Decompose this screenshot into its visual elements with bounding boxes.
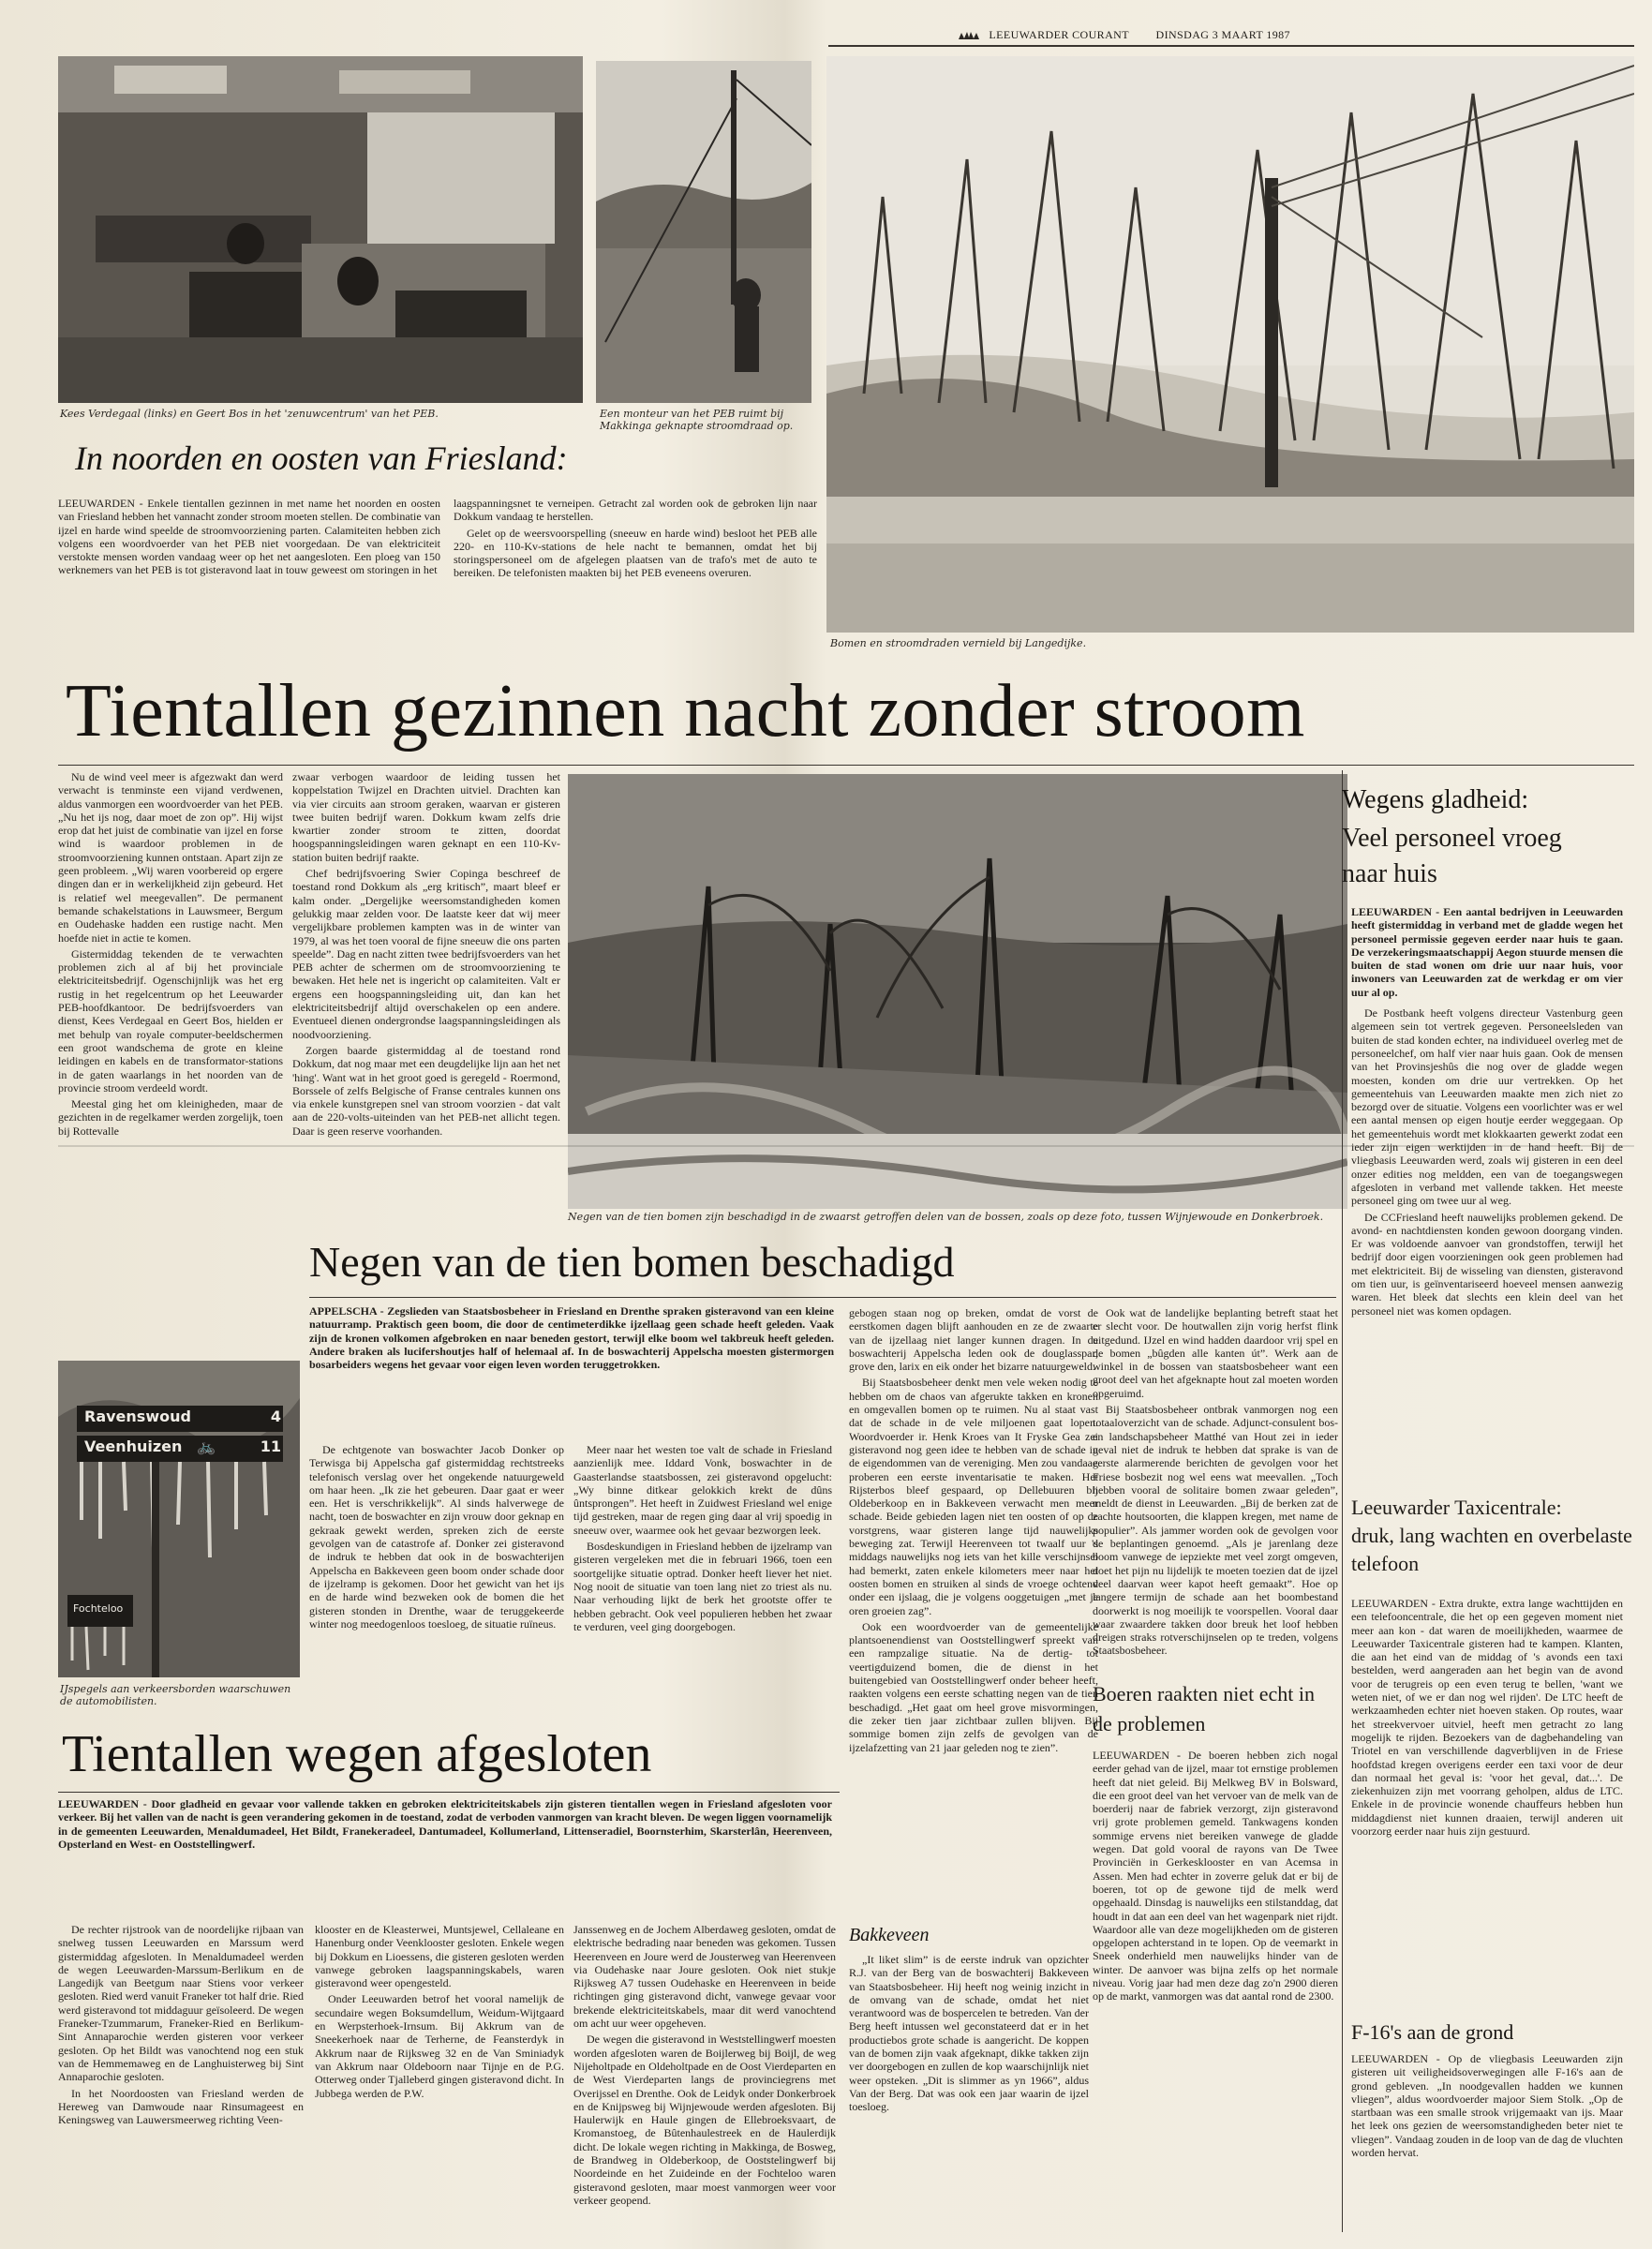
sidebar1-p1: De Postbank heeft volgens directeur Vastenburg geen algemeen sein tot vertrek gegeven. Personeelsleden van buiten de stad konden echter, na individueel overleg met de personeelchef, om half vier naar huis gaan. Ook de mensen van het Provinsjeshûs die nog over de gladde wegen moesten, konden om drie uur vertrekken. Op het gemeentehuis van Leeuwarden maakte men zich niet zo bezorgd over de situatie. Volgens een voorlichter was er wel een aantal mensen op eigen houtje eerder weggegaan. Op het gemeentehuis wordt met klokkaarten gewerkt zodat een ieder zijn eigen werktijden in de hand heeft. Bij de vliegbasis Leeuwarden werd, zoals wij gisteren in een deel onzer edities nog meldden, een van de toegangswegen afgesloten in verband met vallende takken. Het meeste personeel ging om twee uur al weg.	[1351, 1006, 1623, 1208]
photo-signs	[58, 1361, 300, 1677]
bicycle-icon: 🚲	[197, 1437, 216, 1455]
article1-col2-p2: Chef bedrijfsvoering Swier Copinga beschreef de toestand rond Dokkum als „erg kritisch”, maart bleef er kalm onder. „Dergelijke weersomstandigheden komen gelukkig maar zelden voor. De laatste keer dat wij meer vergelijkbare problemen kampten was in de winter van 1979, al was het toen vooral de fijne sneeuw die ons parten speelde”. Dag en nacht zitten twee bedrijfsvoerders van het PEB achter de schermen om de stroomvoorziening te bewaken. Het hele net is ingericht op calamiteiten. Valt er ergens een hoogspanningsleiding uit, dan kan het elektriciteitsbedrijf altijd overschakelen op een andere. Eventueel dienen ondergrondse laagspanningsleidingen als noodvoorziening.	[292, 867, 560, 1041]
article3-rule	[58, 1792, 840, 1793]
article2-col1	[309, 1443, 564, 1715]
article3-col2	[315, 1923, 564, 2232]
article3-col1	[58, 1923, 304, 2232]
caption-monteur: Een monteur van het PEB ruimt bij Makkinga geknapte stroomdraad op.	[600, 408, 794, 432]
article2-col3	[849, 1306, 1098, 1919]
article2-col2	[573, 1443, 832, 1715]
boeren-headline: Boeren raakten niet echt in de problemen	[1093, 1682, 1316, 1735]
bakkeveen-body	[849, 1953, 1089, 2230]
article3-lead	[58, 1797, 832, 1919]
article2-col1-p1: De echtgenote van boswachter Jacob Donker op Terwisga bij Appelscha gaf gistermiddag rechtstreeks telefonisch verslag over het ongekende natuurgeweld om haar heen. „Ik zie het gebeuren. Daar gaat er weer een. Het is verschrikkelijk”. Al sinds halverwege de nacht, toen de boswachter en zijn vrouw door geknap en gekraak gewekt werden, spreken zich de eerste gevolgen van de catastrofe af. Donker zei gisteravond de indruk te hebben dat ook in de boswachterijen Appelscha en Bakkeveen geen boom onder schade door de ijzelramp is gekomen. Door het gewicht van het ijs en de harde wind bezweken ook de bomen die het gisteren stonden in Drenthe, waar de teruggekeerde winter nog meedogenloos toesloeg, de situatie ruïneus.	[309, 1443, 564, 1631]
article1-kicker: In noorden en oosten van Friesland:	[75, 439, 568, 477]
article2-col3-p2: Bij Staatsbosbeheer denkt men vele weken nodig te hebben om de chaos van afgerukte takken en kronen en omgevallen bomen op te ruimen. Nu al staat vast dat de schade in de vele miljoenen gaat lopen. Woordvoerder ir. Henk Kroes van It Fryske Gea zei gisteravond nog geen idee te hebben van de schade in de eigendommen van de vereniging. Men zou vandaag proberen een eerste inventarisatie te maken. Het Rijsterbos bleef gespaard, op Dellebuuren bij Oldeberkoop en in Bakkeveen verwacht men meer schade. Beide gebieden lagen niet ten oosten of op de vorstgrens, waar gisteren lange tijd nauwelijks beweging zat. Terwijl Heerenveen tot twaalf uur 's middags nauwelijks nog iets van het kille verschijnsel had bemerkt, zaten enkele kilometers meer naar het oosten bomen en struiken al sinds de vroege ochtend onder een ijslaag, die je volgens ooggetuigen „met je oren groeien zag”.	[849, 1376, 1098, 1617]
article2-col3-p3: Ook een woordvoerder van de gemeentelijke plantsoenendienst van Ooststellingwerf spreekt van een rampzalige situatie. Na de dertig- tot veertigduizend bomen, die de dienst in het buitengebied van Ooststellingwerf onder beheer heeft, raakten volgens een eerste schatting negen van de tien beschadigd. „Het gaat om heel grove misvormingen, die zeker tien jaar zichtbaar zullen blijven. Bij sommige bomen zijn zelfs de gevolgen van de ijzelafzetting van 21 jaar geleden nog te zien”.	[849, 1619, 1098, 1754]
bakkeveen-p1: „It liket slim” is de eerste indruk van opzichter R.J. van der Berg van de boswachterij Bakkeveen van Staatsbosbeheer. Hij heeft nog weinig inzicht in de omvang van de schade, omdat het niet verantwoord was de bospercelen te betreden. Van der Berg heeft intussen wel geconstateerd dat er in het productiebos grote schade is aangericht. De koppen van de bomen zijn vaak afgeknapt, dikke takken zijn ver doorgebogen en zullen de kop waarschijnlijk niet weer opsteken. „Dit is slimmer as yn 1966”, aldus Van der Berg. Dat was ook een jaar waarin de ijzel toesloeg.	[849, 1953, 1089, 2114]
article3-headline: Tientallen wegen afgesloten	[62, 1725, 652, 1783]
article1-intro-b: laagspanningsnet te verneipen. Getracht zal worden ook de gebroken lijn naar Dokkum vandaag te herstellen.	[454, 497, 817, 524]
headline-rule	[58, 765, 1634, 766]
sidebar2-title: druk, lang wachten en overbelaste telefoon	[1351, 1524, 1632, 1575]
article2-col4	[1093, 1306, 1338, 1672]
sign-veenhuizen	[84, 1437, 281, 1455]
sidebar2-p1: LEEUWARDEN - Extra drukte, extra lange wachttijden en een telefooncentrale, die het op een gegeven moment niet meer aan kon - dat waren de moeilijkheden, waarmee de Leeuwarder Taxicentrale gisteren had te kampen. Klanten, die aan het eind van de middag of 's avonds een taxi bestelden, werd aangeraden aan het begin van de avond voor de terugreis op een even terug te bellen, 'want we weten niet, of we er dan nog wel rijden'. De LTC heeft de werkzaamheden echter niet hoeven staken. Op routes, waar het streekvervoer uitviel, heeft men getracht zo lang mogelijk te rijden. Bezoekers van de dagbehandeling van Triotel en van verschillende dagverblijven in de Friese hoofdstad kregen overigens eerder een taxi voor de deur dan normaal het geval is: 'voor het geval, dat...'. De ziekenhuizen zijn met voorrang geholpen, aldus de LTC. Enkele in de provincie wonende chauffeurs hebben hun middagdienst niet kunnen draaien, terwijl anderen uit voorzorg eerder naar huis zijn gestuurd.	[1351, 1597, 1623, 1839]
caption-control-room: Kees Verdegaal (links) en Geert Bos in het 'zenuwcentrum' van het PEB.	[60, 408, 439, 420]
caption-forest: Negen van de tien bomen zijn beschadigd in de zwaarst getroffen delen van de bossen, zoals op deze foto, tussen Wijnjewoude en Donkerbroek.	[568, 1211, 1324, 1223]
article2-lead	[309, 1304, 834, 1436]
sidebar3-p1: LEEUWARDEN - Op de vliegbasis Leeuwarden zijn gisteren uit veiligheidsoverwegingen alle F-16's aan de grond gebleven. „In noodgevallen hadden we kunnen vliegen”, aldus woordvoerder majoor Siem Stolk. „Op de startbaan was een smalle strook vrijgemaakt van ijs. Maar het leek ons gezien de weersomstandigheden beter niet te vliegen”. Vandaag zouden in de loop van de dag de vluchten worden hervat.	[1351, 2052, 1623, 2160]
sign-veenhuizen-text: Veenhuizen	[84, 1437, 183, 1455]
article2-col4-p1: Ook wat de landelijke beplanting betreft staat het er slecht voor. De houtwallen zijn vorig herfst flink uitgedund. IJzel en wind hadden daardoor vrij spel en de bomen „bûgden alle kanten út”. Werk aan de winkel in de bossen van staatsbosbeheer want een groot deel van het afgeknapte hout zal moeten worden opgeruimd.	[1093, 1306, 1338, 1400]
article3-col3-p1: Janssenweg en de Jochem Alberdaweg gesloten, omdat de elektrische bedrading naar beneden was gekomen. Tussen Heerenveen en Joure werd de Jousterweg van Heerenveen via Oudehaske naar Joure gesloten. Ook niet stukje Rijksweg A7 tussen Oudehaske en Heerenveen in beide richtingen ging gisteravond dicht, vanwege gevaar voor brekende elektriciteitskabels, maar dit werd vanochtend om acht uur weer opgeheven.	[573, 1923, 836, 2031]
article1-col1-p2: Gistermiddag tekenden de te verwachten problemen zich al af bij het provinciale elektriciteitsbedrijf. Ogenschijnlijk was het erg rustig in het regelcentrum op het Leeuwarder PEB-hoofdkantoor. De bedrijfsvoerders van dienst, Kees Verdegaal en Geert Bos, hielden er met behulp van royale computer-beeldschermen een groot wandschema de grote en kleine leidingen en kabels en de transformator-stations in de gaten waarlangs in het noorden van de provincie stroom verdeeld wordt.	[58, 946, 283, 1095]
article1-intro-a: LEEUWARDEN - Enkele tientallen gezinnen in met name het noorden en oosten van Friesland hebben het vannacht zonder stroom moeten stellen. De combinatie van ijzel en harde wind speelde de stroomvoorziening parten. Calamiteiten hebben zich volgens een woordvoerder van het PEB niet voorgedaan. De van elektriciteit verstokte mensen worden vandaag weer op het net aangesloten. Een ploeg van 150 werknemers van het PEB is tot gisteravond laat in touw geweest om storingen in het	[58, 497, 440, 577]
sidebar3-body	[1351, 2052, 1623, 2230]
bakkeveen-subhead: Bakkeveen	[849, 1925, 930, 1945]
boeren-body	[1093, 1749, 1338, 2230]
fold-line	[58, 1145, 1634, 1147]
article2-lead-text: APPELSCHA - Zegslieden van Staatsbosbeheer in Friesland en Drenthe spraken gisteravond van een kleine natuurramp. Praktisch geen boom, die door de centimeterdikke ijzellaag geen schade heeft geleden. Vaak zijn de kronen volkomen afgebroken en naar beneden gestort, terwijl elke boom wel takbreuk heeft geleden. Andere braken als lucifershoutjes half of helemaal af. In de boswachterij Appelscha moesten gistermorgen bosarbeiders wegens het gevaar voor eigen leven worden teruggetrokken.	[309, 1304, 834, 1372]
crest-logo	[958, 30, 980, 41]
article2-rule	[309, 1297, 1336, 1298]
article3-col1-p1: De rechter rijstrook van de noordelijke rijbaan van snelweg tussen Leeuwarden en Marssum werd gistermiddag afgesloten. In Menaldumadeel werden de wegen Leeuwarden-Marssum-Berlikum en de Langedijk van Beetgum naar Stiens voor verkeer gesloten. Ried werd vanuit Franeker tot half drie. Ried werd gisteravond tot middaguur geïsoleerd. De wegen Franeker-Tzummarum, Franeker-Ried en Berlikum-Sint Annaparochie werden gisteren voor verkeer gesloten. Op het Bildt was vanochtend nog een stuk van de Hemmemaweg en de Langhuisterweg bij Sint Annaparochie gesloten.	[58, 1923, 304, 2084]
article1-intro-col1	[58, 497, 440, 656]
article3-col3-p2: De wegen die gisteravond in Weststellingwerf moesten worden afgesloten waren de Boijlerweg bij Boijl, de weg Nijeholtpade en Oldeholtpade en de Oost Vierdeparten en de West Vierdeparten langs de provinciegrens met Overijssel en Drenthe. Ook de Leidyk onder Donkerbroek en de Knijpsweg bij Wijnjewoude werden afgesloten. Bij Haulerwijk en Haule gingen de Ellebroeksvaart, de Kromanstoeg, de Bûtenhaulestreek en de Haulerdijk dicht. De lokale wegen richting in Makkinga, de Bosweg, de Brandweg in Oldeberkoop, de Ooststelingwerf bij Noordeinde en het Zuideinde en der Fochteloo waren gisteravond gesloten, maar moest vanmorgen weer voor verkeer geopend.	[573, 2033, 836, 2207]
article3-lead-text: LEEUWARDEN - Door gladheid en gevaar voor vallende takken en gebroken elektriciteitskabels zijn gisteren tientallen wegen in Friesland afgesloten voor verkeer. Bij het vallen van de nacht is geen verandering gekomen in de toestand, zodat de verboden vanmorgen van kracht bleven. De wegen liggen voornamelijk in de gemeenten Leeuwarden, Menaldumadeel, Het Bildt, Franekeradeel, Dantumadeel, Kollumerland, Littenseradiel, Boornsterhim, Skarsterlân, Heerenveen, Opsterland en West- en Ooststellingwerf.	[58, 1797, 832, 1851]
sign-fochteloo: Fochteloo	[73, 1602, 124, 1615]
article2-col2-p1: Meer naar het westen toe valt de schade in Friesland aanzienlijk mee. Iddard Vonk, boswachter in de Gaasterlandse staatsbossen, zei gisteravond opgelucht: „Wy binne ditkear gelokkich krekt de dûns ûntsprongen”. Het heeft in Zuidwest Friesland wel enige tijd gestreken, maar de regen ging daar al vrij spoedig in sneeuw over, waarmee ook het gevaar bezworgen leek.	[573, 1443, 832, 1537]
article1-col1-p1: Nu de wind veel meer is afgezwakt dan werd verwacht is tenminste een vijand verdwenen, aldus vanmorgen een woordvoerder van het PEB. „Nu het ijs nog, daar moet de zon op”. Hij wijst erop dat het juist de combinatie van ijzel en forse wind is waardoor problemen in de stroomvoorziening kunnen ontstaan. Apart zijn ze geen probleem. „Wij waren voorbereid op ergere dingen dan er in werkelijkheid zijn gebeurd. Het is relatief wel meegevallen”. De permanent bemande schakelstations in Lauwsmeer, Bergum en Oudehaske hadden een rustige nacht. Men hoefde niet in actie te komen.	[58, 770, 283, 945]
article1-intro-col2	[454, 497, 817, 656]
sign-ravenswoud-km: 4	[270, 1407, 281, 1425]
article1-col1	[58, 770, 283, 1340]
article2-col3-p1: gebogen staan nog op breken, omdat de vorst de eerstkomen dagen blijft aanhouden en ze de zwaarte van de ijzellaag niet langer kunnen dragen. In de boswachterij Appelscha leden ook de douglasspar, grove den, larix en eik onder het bizarre natuurgeweld.	[849, 1306, 1098, 1374]
sidebar2-headline	[1351, 1494, 1632, 1578]
caption-langedijke: Bomen en stroomdraden vernield bij Langedijke.	[830, 637, 1087, 649]
article3-col3	[573, 1923, 836, 2232]
sidebar3-headline: F-16's aan de grond	[1351, 2020, 1514, 2044]
photo-monteur	[596, 61, 811, 403]
masthead-rule	[828, 45, 1634, 47]
article1-col1-p3: Meestal ging het om kleinigheden, maar de gezichten in de regelkamer werden zorgelijk, toen bij Rottevalle	[58, 1097, 283, 1138]
sidebar1-lead: LEEUWARDEN - Een aantal bedrijven in Leeuwarden heeft gistermiddag in verband met de gladde wegen het personeel permissie gegeven eerder naar huis te gaan. De verzekeringsmaatschappij Aegon stuurde mensen die buiten de stad wonen om drie uur naar huis, voor inwoners van Leeuwarden zat de werkdag er om vier uur al op.	[1351, 905, 1623, 999]
article2-col4-p2: Bij Staatsbosbeheer ontbrak vanmorgen nog een totaaloverzicht van de schade. Adjunct-consulent bos- en landschapsbeheer Matthé van Hout zei in ieder geval niet de indruk te hebben dat sprake is van de eerste alarmerende berichten de gevolgen voor het Friese bosbezit nog wel eens wat meevallen. „Toch hebben vooral de solitaire bomen zwaar geleden”, meldt de dienst in Leeuwarden. „Bij de berken zat de zachte houtsoorten, die klappen kregen, met name de populier”. Als jammer worden ook de gevolgen voor de beplantingen genoemd. „Als je jarenlang deze boom vanwege de iepziekte met veel zorgt omgeven, doet het pijn nu lijdelijk te moeten toezien dat de ijzel veel daarvan weer kapot heeft gemaakt”. Hoe op langere termijn de schade aan het boombestand doorwerkt is nog moeilijk te voorspellen. Vooral daar waar zwaardere takken door breuk het loof hebben dreigen straks rotverschijnselen op te treden, volgens Staatsbosbeheer.	[1093, 1403, 1338, 1658]
article3-col1-p2: In het Noordoosten van Friesland werden de Hereweg van Damwoude naar Rinsumageest en Keningsweg van Lauwersmeerweg richting Veen-	[58, 2086, 304, 2127]
photo-langedijke	[826, 56, 1634, 633]
sidebar1-p2: De CCFriesland heeft nauwelijks problemen gekend. De avond- en nachtdiensten konden gewoon doorgang vinden. Er was voldoende aanvoer van grondstoffen, terwijl het bedrijf door eigen voorzieningen ook geen problemen had met elektriciteit. Bij de wisseling van diensten, gisteravond om tien uur, is geïnventariseerd hoeveel mensen aanwezig waren. Het bleek dat slechts een klein deel van het personeel niet was komen opdagen.	[1351, 1210, 1623, 1318]
article1-intro-c: Gelet op de weersvoorspelling (sneeuw en harde wind) besloot het PEB alle 220- en 110-Kv-stations de hele nacht te bemannen, omdat het bij storingspersoneel om de afgelegen plaatsen van de trafo's met de auto te bereiken. De telefonisten maakten bij het PEB eveneens overuren.	[454, 526, 817, 580]
article1-col2-p3: Zorgen baarde gistermiddag al de toestand rond Dokkum, dat nog maar met een deugdelijke lijn aan het net 'hing'. Want wat in het groot goed is geregeld - Roermond, Borssele of zelfs Belgische of Franse centrales kunnen ons via enkele kunstgrepen snel van stroom voorzien - dat valt aan de 220-volts-uiteinden van het PEB-net allicht tegen. Daar is geen reserve voorhanden.	[292, 1043, 560, 1138]
sidebar1-body	[1351, 905, 1623, 1486]
article1-headline: Tientallen gezinnen nacht zonder stroom	[66, 670, 1305, 752]
boeren-p1: LEEUWARDEN - De boeren hebben zich nogal eerder gehad van de ijzel, maar tot ernstige problemen heeft dat niet geleid. Bij Melkweg BV in Bolsward, die een groot deel van het vervoer van de melk van de boerderij naar de fabriek verzorgt, zijn gisteravond vrij grote problemen gemeld. Tankwagens konden sommige ervens niet bereiken vanwege de gladde wegen. Dat gold vooral de rayons van De Twee Provinciën in Gerkesklooster en van Acemsa in Assen. Men had echter in zoverre geluk dat er bij de boeren, tot op de gewone tijd de melk werd opgehaald. Dinsdag is nauwelijks een stilstanddag, dat houdt in dat aan een deel van het wagenpark niet rijdt. Waardoor alle van deze mogelijkheden om de gisteren opgelopen achterstand in te lopen. Op de veemarkt in Sneek onderhield men nauwelijks hinder van de winter. De aanvoer was bijna zelfs op het normale niveau. Vorig jaar had men deze dag zo'n 2900 dieren op de markt, vanmorgen was dat aantal rond de 2300.	[1093, 1749, 1338, 2003]
article1-col2-p1: zwaar verbogen waardoor de leiding tussen het koppelstation Twijzel en Drachten uitviel. Drachten kan via vier circuits aan stroom geraken, waarvan er gisteren twee buiten bedrijf waren. Dokkum kwam zelfs drie kwartier zonder stroom te zitten, doordat hoogspanningsleidingen waren geknapt en een 110-Kv-station buiten bedrijf raakte.	[292, 770, 560, 864]
sidebar1-kicker: Wegens gladheid:	[1342, 785, 1529, 814]
sidebar2-kicker: Leeuwarder Taxicentrale:	[1351, 1496, 1562, 1519]
sign-ravenswoud	[84, 1407, 281, 1425]
sidebar1-headline: Veel personeel vroeg naar huis	[1342, 824, 1562, 888]
masthead-paper: LEEUWARDER COURANT	[989, 28, 1129, 41]
sidebar-rule	[1342, 770, 1343, 2232]
caption-signs: IJspegels aan verkeersborden waarschuwen de automobilisten.	[60, 1683, 291, 1707]
sign-veenhuizen-km: 11	[260, 1437, 281, 1455]
article2-col2-p2: Bosdeskundigen in Friesland hebben de ijzelramp van gisteren vergeleken met die in februari 1966, toen een soortgelijke situatie optrad. Donker heeft liever het niet. Nog nooit de situatie van toen lang niet zo triest als nu. Naar verhouding lijkt de berk het grootste offer te hebben gebracht. Ook veel populieren hebben het zwaar te verduren, veel ging doorgebogen.	[573, 1540, 832, 1633]
masthead-date: DINSDAG 3 MAART 1987	[1155, 28, 1290, 41]
sign-ravenswoud-text: Ravenswoud	[84, 1407, 191, 1425]
photo-control-room	[58, 56, 583, 403]
article3-col2-p2: Onder Leeuwarden betrof het vooral namelijk de secundaire wegen Boksumdellum, Weidum-Wijtgaard en Werpsterhoek-Irnsum. Bij Akkrum van de Sneekerhoek naar de Terherne, de Feansterdyk in Akkrum naar de Rijksweg 32 en de Van Sminiadyk van Akkrum naar Oldeboorn naar Tijnje en de P.G. Otterweg onder Tjalleberd gingen gisteravond dicht. In Jubbega werden de P.W.	[315, 1992, 564, 2100]
article2-headline: Negen van de tien bomen beschadigd	[309, 1238, 955, 1286]
masthead	[958, 28, 1290, 42]
sidebar2-body	[1351, 1597, 1623, 2009]
article3-col2-p1: klooster en de Kleasterwei, Muntsjewel, Cellaleane en Hanenburg onder Veenklooster gesloten. Enkele wegen bij Dokkum en Lioessens, die gisteren gesloten werden vanwege gebroken laagspanningskabels, waren gisteravond weer opengesteld.	[315, 1923, 564, 1990]
